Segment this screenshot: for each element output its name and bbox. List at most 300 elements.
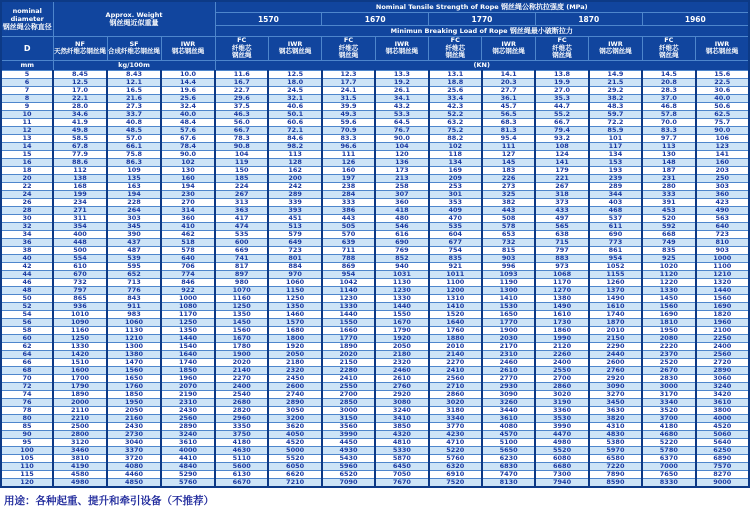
diameter-cell: 72 <box>1 382 53 390</box>
value-cell: 27.3 <box>107 102 161 110</box>
value-cell: 145 <box>482 158 535 166</box>
value-cell: 565 <box>535 222 588 230</box>
value-cell: 1250 <box>268 294 321 302</box>
value-cell: 921 <box>429 262 482 270</box>
value-cell: 4180 <box>642 422 695 430</box>
value-cell: 1770 <box>322 334 375 342</box>
value-cell: 418 <box>375 206 428 214</box>
value-cell: 869 <box>322 262 375 270</box>
value-cell: 3750 <box>215 430 268 438</box>
value-cell: 168 <box>53 182 107 190</box>
value-cell: 28.0 <box>53 102 107 110</box>
value-cell: 3060 <box>696 374 749 382</box>
value-cell: 652 <box>107 270 161 278</box>
value-cell: 2440 <box>589 350 642 358</box>
value-cell: 40.0 <box>161 110 215 118</box>
value-cell: 1700 <box>53 374 107 382</box>
value-cell: 360 <box>161 214 215 222</box>
value-cell: 640 <box>696 222 749 230</box>
value-cell: 12.5 <box>53 78 107 86</box>
table-row <box>1 422 749 430</box>
value-cell: 280 <box>642 182 695 190</box>
iwr-column-header: IWR 钢芯钢丝绳 <box>268 37 321 61</box>
value-cell: 1870 <box>589 318 642 326</box>
value-cell: 33.4 <box>429 94 482 102</box>
value-cell: 1068 <box>535 270 588 278</box>
value-cell: 649 <box>268 238 321 246</box>
value-cell: 289 <box>268 190 321 198</box>
value-cell: 53.3 <box>375 110 428 118</box>
value-cell: 2600 <box>268 382 321 390</box>
diameter-cell: 6 <box>1 78 53 86</box>
value-cell: 539 <box>107 254 161 262</box>
value-cell: 4840 <box>161 462 215 470</box>
value-cell: 1130 <box>375 278 428 286</box>
value-cell: 160 <box>696 158 749 166</box>
value-cell: 1450 <box>642 294 695 302</box>
value-cell: 1100 <box>696 262 749 270</box>
value-cell: 1250 <box>53 334 107 342</box>
value-cell: 2140 <box>429 350 482 358</box>
value-cell: 4000 <box>696 414 749 422</box>
value-cell: 1680 <box>268 326 321 334</box>
value-cell: 345 <box>107 222 161 230</box>
value-cell: 41.9 <box>53 118 107 126</box>
value-cell: 4930 <box>322 446 375 454</box>
value-cell: 325 <box>482 190 535 198</box>
value-cell: 3190 <box>535 398 588 406</box>
value-cell: 307 <box>375 190 428 198</box>
value-cell: 39.9 <box>322 102 375 110</box>
strength-grade: 1770 <box>429 13 536 26</box>
value-cell: 5520 <box>268 454 321 462</box>
value-cell: 19.9 <box>535 78 588 86</box>
value-cell: 363 <box>215 206 268 214</box>
value-cell: 1090 <box>53 318 107 326</box>
value-cell: 2020 <box>322 350 375 358</box>
value-cell: 4180 <box>215 438 268 446</box>
value-cell: 14.4 <box>161 78 215 86</box>
value-cell: 75.8 <box>107 150 161 158</box>
table-row <box>1 430 749 438</box>
value-cell: 6890 <box>696 454 749 462</box>
value-cell: 732 <box>53 278 107 286</box>
value-cell: 1850 <box>161 366 215 374</box>
value-cell: 1380 <box>107 350 161 358</box>
value-cell: 83.3 <box>322 134 375 142</box>
approx-weight-label-en: Approx. Weight <box>105 11 163 19</box>
value-cell: 773 <box>589 238 642 246</box>
value-cell: 2860 <box>429 390 482 398</box>
value-cell: 5060 <box>696 430 749 438</box>
value-cell: 11.6 <box>215 70 268 78</box>
value-cell: 273 <box>482 182 535 190</box>
value-cell: 72.2 <box>589 118 642 126</box>
value-cell: 3090 <box>482 390 535 398</box>
value-cell: 1690 <box>696 302 749 310</box>
value-cell: 6050 <box>268 462 321 470</box>
value-cell: 2720 <box>696 358 749 366</box>
value-cell: 314 <box>161 206 215 214</box>
value-cell: 5640 <box>696 438 749 446</box>
value-cell: 134 <box>589 150 642 158</box>
value-cell: 954 <box>322 270 375 278</box>
value-cell: 239 <box>589 174 642 182</box>
table-row <box>1 190 749 198</box>
value-cell: 2670 <box>642 366 695 374</box>
value-cell: 2770 <box>482 374 535 382</box>
value-cell: 5380 <box>589 438 642 446</box>
value-cell: 3360 <box>535 406 588 414</box>
value-cell: 604 <box>429 230 482 238</box>
value-cell: 1000 <box>161 294 215 302</box>
value-cell: 42.3 <box>429 102 482 110</box>
value-cell: 354 <box>53 222 107 230</box>
diameter-cell: 110 <box>1 462 53 470</box>
value-cell: 4080 <box>482 422 535 430</box>
value-cell: 6670 <box>215 478 268 487</box>
value-cell: 8.45 <box>53 70 107 78</box>
value-cell: 741 <box>215 254 268 262</box>
value-cell: 865 <box>53 294 107 302</box>
value-cell: 970 <box>268 270 321 278</box>
value-cell: 4980 <box>535 438 588 446</box>
value-cell: 578 <box>161 246 215 254</box>
table-row <box>1 374 749 382</box>
value-cell: 443 <box>322 214 375 222</box>
value-cell: 1730 <box>535 318 588 326</box>
table-header <box>1 1 749 70</box>
value-cell: 46.8 <box>642 102 695 110</box>
value-cell: 90.0 <box>696 126 749 134</box>
value-cell: 5290 <box>161 470 215 478</box>
value-cell: 2460 <box>375 366 428 374</box>
value-cell: 1490 <box>589 294 642 302</box>
value-cell: 1440 <box>322 310 375 318</box>
value-cell: 1000 <box>696 254 749 262</box>
value-cell: 66.1 <box>107 142 161 150</box>
diameter-cell: 115 <box>1 470 53 478</box>
table-row <box>1 94 749 102</box>
strength-grade: 1670 <box>322 13 429 26</box>
value-cell: 134 <box>429 158 482 166</box>
table-row <box>1 246 749 254</box>
value-cell: 1490 <box>535 302 588 310</box>
value-cell: 2700 <box>322 390 375 398</box>
diameter-cell: 90 <box>1 430 53 438</box>
table-row <box>1 86 749 94</box>
value-cell: 1810 <box>642 318 695 326</box>
value-cell: 5000 <box>268 446 321 454</box>
diameter-cell: 30 <box>1 214 53 222</box>
value-cell: 2400 <box>696 342 749 350</box>
value-cell: 231 <box>642 174 695 182</box>
value-cell: 7220 <box>589 462 642 470</box>
value-cell: 1160 <box>53 326 107 334</box>
diameter-cell: 32 <box>1 222 53 230</box>
value-cell: 1960 <box>696 318 749 326</box>
value-cell: 197 <box>322 174 375 182</box>
value-cell: 5520 <box>535 446 588 454</box>
value-cell: 4830 <box>589 430 642 438</box>
nominal-diameter-header <box>1 1 53 37</box>
value-cell: 797 <box>535 246 588 254</box>
value-cell: 2310 <box>161 398 215 406</box>
value-cell: 333 <box>322 198 375 206</box>
value-cell: 1070 <box>215 286 268 294</box>
value-cell: 373 <box>535 198 588 206</box>
value-cell: 97.7 <box>642 134 695 142</box>
value-cell: 123 <box>696 142 749 150</box>
value-cell: 817 <box>215 262 268 270</box>
value-cell: 1560 <box>642 302 695 310</box>
table-row <box>1 406 749 414</box>
value-cell: 6580 <box>589 454 642 462</box>
value-cell: 1210 <box>696 270 749 278</box>
value-cell: 27.7 <box>482 86 535 94</box>
value-cell: 2100 <box>696 326 749 334</box>
value-cell: 7570 <box>696 462 749 470</box>
value-cell: 303 <box>696 182 749 190</box>
value-cell: 160 <box>161 174 215 182</box>
value-cell: 3990 <box>535 422 588 430</box>
value-cell: 2400 <box>535 358 588 366</box>
value-cell: 90.0 <box>375 134 428 142</box>
table-row <box>1 254 749 262</box>
value-cell: 40.0 <box>696 94 749 102</box>
value-cell: 8330 <box>642 478 695 487</box>
value-cell: 200 <box>268 174 321 182</box>
value-cell: 497 <box>535 214 588 222</box>
value-cell: 118 <box>429 150 482 158</box>
value-cell: 67.8 <box>53 142 107 150</box>
value-cell: 2180 <box>375 350 428 358</box>
value-cell: 24.5 <box>268 86 321 94</box>
value-cell: 1920 <box>375 334 428 342</box>
value-cell: 224 <box>215 182 268 190</box>
value-cell: 3440 <box>482 406 535 414</box>
value-cell: 732 <box>482 238 535 246</box>
value-cell: 2170 <box>482 342 535 350</box>
value-cell: 487 <box>107 246 161 254</box>
value-cell: 815 <box>482 246 535 254</box>
value-cell: 1190 <box>482 278 535 286</box>
sf-label-zh: 合成纤维芯钢丝绳 <box>108 47 160 56</box>
value-cell: 3350 <box>215 422 268 430</box>
table-row <box>1 118 749 126</box>
value-cell: 3450 <box>589 398 642 406</box>
value-cell: 468 <box>589 206 642 214</box>
table-row <box>1 286 749 294</box>
table-row <box>1 206 749 214</box>
value-cell: 76.7 <box>375 126 428 134</box>
value-cell: 7300 <box>535 470 588 478</box>
value-cell: 852 <box>375 254 428 262</box>
value-cell: 2250 <box>696 334 749 342</box>
value-cell: 801 <box>268 254 321 262</box>
diameter-cell: 16 <box>1 158 53 166</box>
table-row <box>1 294 749 302</box>
diameter-cell: 52 <box>1 302 53 310</box>
value-cell: 29.6 <box>215 94 268 102</box>
breaking-load-label-en: Minimun Breaking Load of Rope <box>390 26 508 35</box>
value-cell: 1230 <box>375 286 428 294</box>
diameter-cell: 54 <box>1 310 53 318</box>
value-cell: 150 <box>215 166 268 174</box>
table-row <box>1 350 749 358</box>
value-cell: 344 <box>589 190 642 198</box>
diameter-cell: 12 <box>1 126 53 134</box>
value-cell: 980 <box>215 278 268 286</box>
value-cell: 3000 <box>642 382 695 390</box>
value-cell: 4520 <box>696 422 749 430</box>
value-cell: 32.4 <box>161 102 215 110</box>
value-cell: 1790 <box>53 382 107 390</box>
breaking-load-label-zh: 钢丝绳最小破断拉力 <box>509 26 573 35</box>
value-cell: 360 <box>375 198 428 206</box>
value-cell: 136 <box>375 158 428 166</box>
value-cell: 1093 <box>482 270 535 278</box>
value-cell: 769 <box>375 246 428 254</box>
value-cell: 57.0 <box>107 134 161 142</box>
value-cell: 3810 <box>53 454 107 462</box>
value-cell: 1610 <box>589 302 642 310</box>
value-cell: 713 <box>107 278 161 286</box>
value-cell: 70.0 <box>642 118 695 126</box>
tensile-strength-label-zh: 钢丝绳公称抗拉强度 <box>500 2 564 11</box>
value-cell: 3340 <box>429 414 482 422</box>
value-cell: 179 <box>535 166 588 174</box>
fc-column-header: FC 纤维芯 钢丝绳 <box>642 37 695 61</box>
value-cell: 1011 <box>429 270 482 278</box>
diameter-cell: 100 <box>1 446 53 454</box>
value-cell: 339 <box>268 198 321 206</box>
value-cell: 2210 <box>53 414 107 422</box>
value-cell: 5760 <box>429 454 482 462</box>
fc-column-header: FC 纤维芯 钢丝绳 <box>322 37 375 61</box>
value-cell: 8130 <box>482 478 535 487</box>
value-cell: 2140 <box>215 366 268 374</box>
value-cell: 353 <box>429 198 482 206</box>
iwr-column-header: IWR 钢芯钢丝绳 <box>696 37 749 61</box>
value-cell: 185 <box>215 174 268 182</box>
value-cell: 16.5 <box>107 86 161 94</box>
value-cell: 1052 <box>589 262 642 270</box>
value-cell: 537 <box>589 214 642 222</box>
value-cell: 1120 <box>642 270 695 278</box>
table-row <box>1 398 749 406</box>
value-cell: 90.0 <box>161 150 215 158</box>
diameter-symbol-header: D <box>1 37 53 61</box>
value-cell: 2150 <box>322 358 375 366</box>
value-cell: 57.8 <box>642 110 695 118</box>
diameter-cell: 70 <box>1 374 53 382</box>
value-cell: 15.6 <box>696 70 749 78</box>
value-cell: 5430 <box>322 454 375 462</box>
value-cell: 579 <box>268 230 321 238</box>
value-cell: 3630 <box>589 406 642 414</box>
value-cell: 690 <box>375 238 428 246</box>
value-cell: 3610 <box>482 414 535 422</box>
diameter-cell: 36 <box>1 238 53 246</box>
value-cell: 77.9 <box>53 150 107 158</box>
value-cell: 843 <box>107 294 161 302</box>
value-cell: 518 <box>161 238 215 246</box>
value-cell: 52.2 <box>429 110 482 118</box>
value-cell: 595 <box>107 262 161 270</box>
diameter-cell: 46 <box>1 278 53 286</box>
value-cell: 1510 <box>53 358 107 366</box>
value-cell: 43.2 <box>375 102 428 110</box>
value-cell: 1640 <box>161 350 215 358</box>
value-cell: 669 <box>215 246 268 254</box>
table-row <box>1 470 749 478</box>
value-cell: 835 <box>642 246 695 254</box>
value-cell: 706 <box>161 262 215 270</box>
table-row <box>1 390 749 398</box>
value-cell: 3020 <box>535 390 588 398</box>
value-cell: 2370 <box>642 350 695 358</box>
value-cell: 4450 <box>322 438 375 446</box>
value-cell: 4850 <box>107 478 161 487</box>
value-cell: 20.3 <box>482 78 535 86</box>
value-cell: 7470 <box>482 470 535 478</box>
value-cell: 1300 <box>482 286 535 294</box>
diameter-cell: 80 <box>1 414 53 422</box>
value-cell: 4470 <box>535 430 588 438</box>
value-cell: 2890 <box>696 366 749 374</box>
value-cell: 1370 <box>589 286 642 294</box>
diameter-cell: 120 <box>1 478 53 487</box>
value-cell: 1200 <box>429 286 482 294</box>
value-cell: 2010 <box>589 326 642 334</box>
value-cell: 37.5 <box>215 102 268 110</box>
table-row <box>1 166 749 174</box>
value-cell: 1020 <box>642 262 695 270</box>
table-row <box>1 382 749 390</box>
value-cell: 911 <box>107 302 161 310</box>
diameter-cell: 24 <box>1 190 53 198</box>
value-cell: 34.1 <box>375 94 428 102</box>
value-cell: 5970 <box>589 446 642 454</box>
value-cell: 3460 <box>53 446 107 454</box>
value-cell: 490 <box>696 206 749 214</box>
value-cell: 8590 <box>589 478 642 487</box>
value-cell: 3770 <box>429 422 482 430</box>
diameter-cell: 18 <box>1 166 53 174</box>
table-row <box>1 302 749 310</box>
iwr-column-header: IWR 钢芯钢丝绳 <box>589 37 642 61</box>
diameter-cell: 15 <box>1 150 53 158</box>
value-cell: 2800 <box>53 430 107 438</box>
value-cell: 58.5 <box>53 134 107 142</box>
diameter-cell: 105 <box>1 454 53 462</box>
value-cell: 390 <box>107 230 161 238</box>
value-cell: 138 <box>53 174 107 182</box>
table-row <box>1 174 749 182</box>
value-cell: 3090 <box>589 382 642 390</box>
value-cell: 2010 <box>429 342 482 350</box>
diameter-cell: 10 <box>1 110 53 118</box>
value-cell: 2280 <box>322 366 375 374</box>
value-cell: 83.3 <box>642 126 695 134</box>
value-cell: 925 <box>642 254 695 262</box>
value-cell: 1650 <box>482 310 535 318</box>
value-cell: 284 <box>322 190 375 198</box>
value-cell: 2920 <box>589 374 642 382</box>
value-cell: 1410 <box>482 294 535 302</box>
value-cell: 983 <box>107 310 161 318</box>
